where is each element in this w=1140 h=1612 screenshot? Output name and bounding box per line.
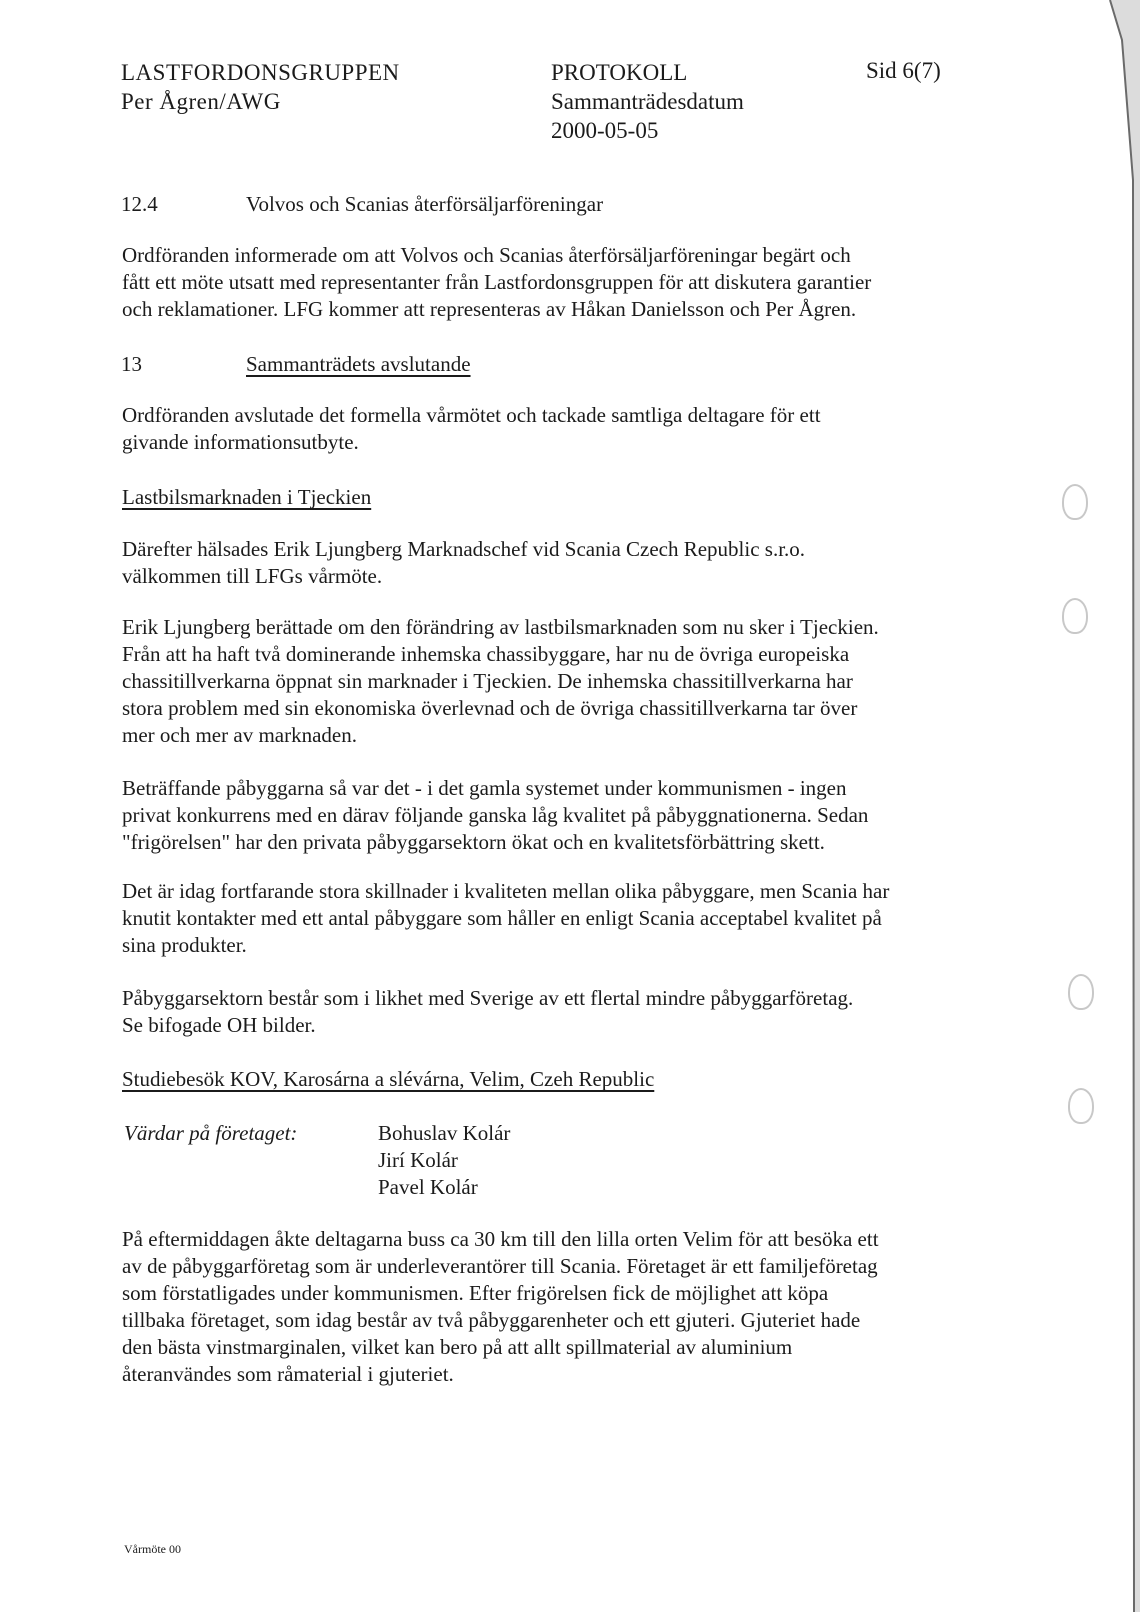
text-line: Erik Ljungberg berättade om den förändring av lastbilsmarknaden som nu sker i Tjeckien. [122, 615, 879, 639]
header-doc-type: PROTOKOLL [551, 60, 688, 85]
text-line: välkommen till LFGs vårmöte. [122, 564, 383, 588]
section-13-heading [121, 352, 471, 377]
header-date-label: Sammanträdesdatum [551, 89, 744, 114]
page-edge-shadow [1030, 0, 1140, 1612]
lastbil-paragraph-2 [122, 614, 1042, 749]
host-name: Pavel Kolár [378, 1175, 478, 1199]
host-name: Bohuslav Kolár [378, 1121, 511, 1145]
text-line: mer och mer av marknaden. [122, 723, 357, 747]
punch-hole [1062, 484, 1088, 520]
studiebesok-paragraph [122, 1226, 1042, 1388]
header-author: Per Ågren/AWG [121, 89, 281, 114]
header-date: 2000-05-05 [551, 118, 659, 143]
host-name: Jirí Kolár [378, 1148, 458, 1172]
lastbil-heading: Lastbilsmarknaden i Tjeckien [122, 485, 372, 509]
text-line: givande informationsutbyte. [122, 430, 359, 454]
header-page-number: Sid 6(7) [866, 58, 941, 83]
text-line: Ordföranden informerade om att Volvos och Scanias återförsäljarföreningar begärt och [122, 243, 851, 267]
text-line: stora problem med sin ekonomiska överlevnad och de övriga chassitillverkarna tar över [122, 696, 858, 720]
text-line: Från att ha haft två dominerande inhemska chassibyggare, har nu de övriga europeiska [122, 642, 850, 666]
text-line: privat konkurrens med en därav följande ganska låg kvalitet på påbyggnationerna. Sedan [122, 803, 869, 827]
text-line: Beträffande påbyggarna så var det - i det gamla systemet under kommunismen - ingen [122, 776, 847, 800]
studiebesok-heading: Studiebesök KOV, Karosárna a slévárna, Velim, Czeh Republic [122, 1067, 655, 1091]
hosts-list [378, 1120, 510, 1201]
header-middle [551, 58, 744, 145]
text-line: Se bifogade OH bilder. [122, 1013, 316, 1037]
text-line: Därefter hälsades Erik Ljungberg Marknadschef vid Scania Czech Republic s.r.o. [122, 537, 806, 561]
footer-note: Vårmöte 00 [124, 1542, 181, 1556]
lastbil-paragraph-3 [122, 775, 1042, 856]
text-line: Påbyggarsektorn består som i likhet med Sverige av ett flertal mindre påbyggarföretag. [122, 986, 854, 1010]
text-line: Ordföranden avslutade det formella vårmötet och tackade samtliga deltagare för ett [122, 403, 821, 427]
text-line: tillbaka företaget, som idag består av två påbyggarenheter och ett gjuteri. Gjuteriet hade [122, 1308, 861, 1332]
section-title: Sammanträdets avslutande [246, 352, 471, 376]
text-line: Det är idag fortfarande stora skillnader i kvaliteten mellan olika påbyggare, men Scania har [122, 879, 890, 903]
text-line: fått ett möte utsatt med representanter från Lastfordonsgruppen för att diskutera garantier [122, 270, 872, 294]
section-title: Volvos och Scanias återförsäljarföreningar [246, 192, 604, 216]
header-left [121, 58, 400, 116]
text-line: återanvändes som råmaterial i gjuteriet. [122, 1362, 454, 1386]
text-line: av de påbyggarföretag som är underleverantörer till Scania. Företaget är ett familjeföretag [122, 1254, 878, 1278]
text-line: "frigörelsen" har den privata påbyggarsektorn ökat och en kvalitetsförbättring skett. [122, 830, 825, 854]
text-line: knutit kontakter med ett antal påbyggare som håller en enligt Scania acceptabel kvalitet på [122, 906, 882, 930]
section-number: 12.4 [121, 192, 158, 216]
text-line: sina produkter. [122, 933, 247, 957]
text-line: chassitillverkarna öppnat sin marknader i Tjeckien. De inhemska chassitillverkarna har [122, 669, 853, 693]
section-12-4-paragraph [122, 242, 1042, 323]
section-12-4-heading [121, 192, 603, 217]
lastbil-paragraph-5 [122, 985, 1042, 1039]
hosts-label: Värdar på företaget: [124, 1121, 298, 1145]
punch-hole [1062, 598, 1088, 634]
text-line: På eftermiddagen åkte deltagarna buss ca 30 km till den lilla orten Velim för att besöka ett [122, 1227, 879, 1251]
lastbil-paragraph-4 [122, 878, 1042, 959]
section-number: 13 [121, 352, 142, 376]
text-line: som förstatligades under kommunismen. Efter frigörelsen fick de möjlighet att köpa [122, 1281, 829, 1305]
text-line: och reklamationer. LFG kommer att representeras av Håkan Danielsson och Per Ågren. [122, 297, 857, 321]
text-line: den bästa vinstmarginalen, vilket kan bero på att allt spillmaterial av aluminium [122, 1335, 793, 1359]
punch-hole [1068, 1088, 1094, 1124]
lastbil-paragraph-1 [122, 536, 1042, 590]
header-org: LASTFORDONSGRUPPEN [121, 60, 400, 85]
section-13-paragraph [122, 402, 1042, 456]
punch-hole [1068, 974, 1094, 1010]
